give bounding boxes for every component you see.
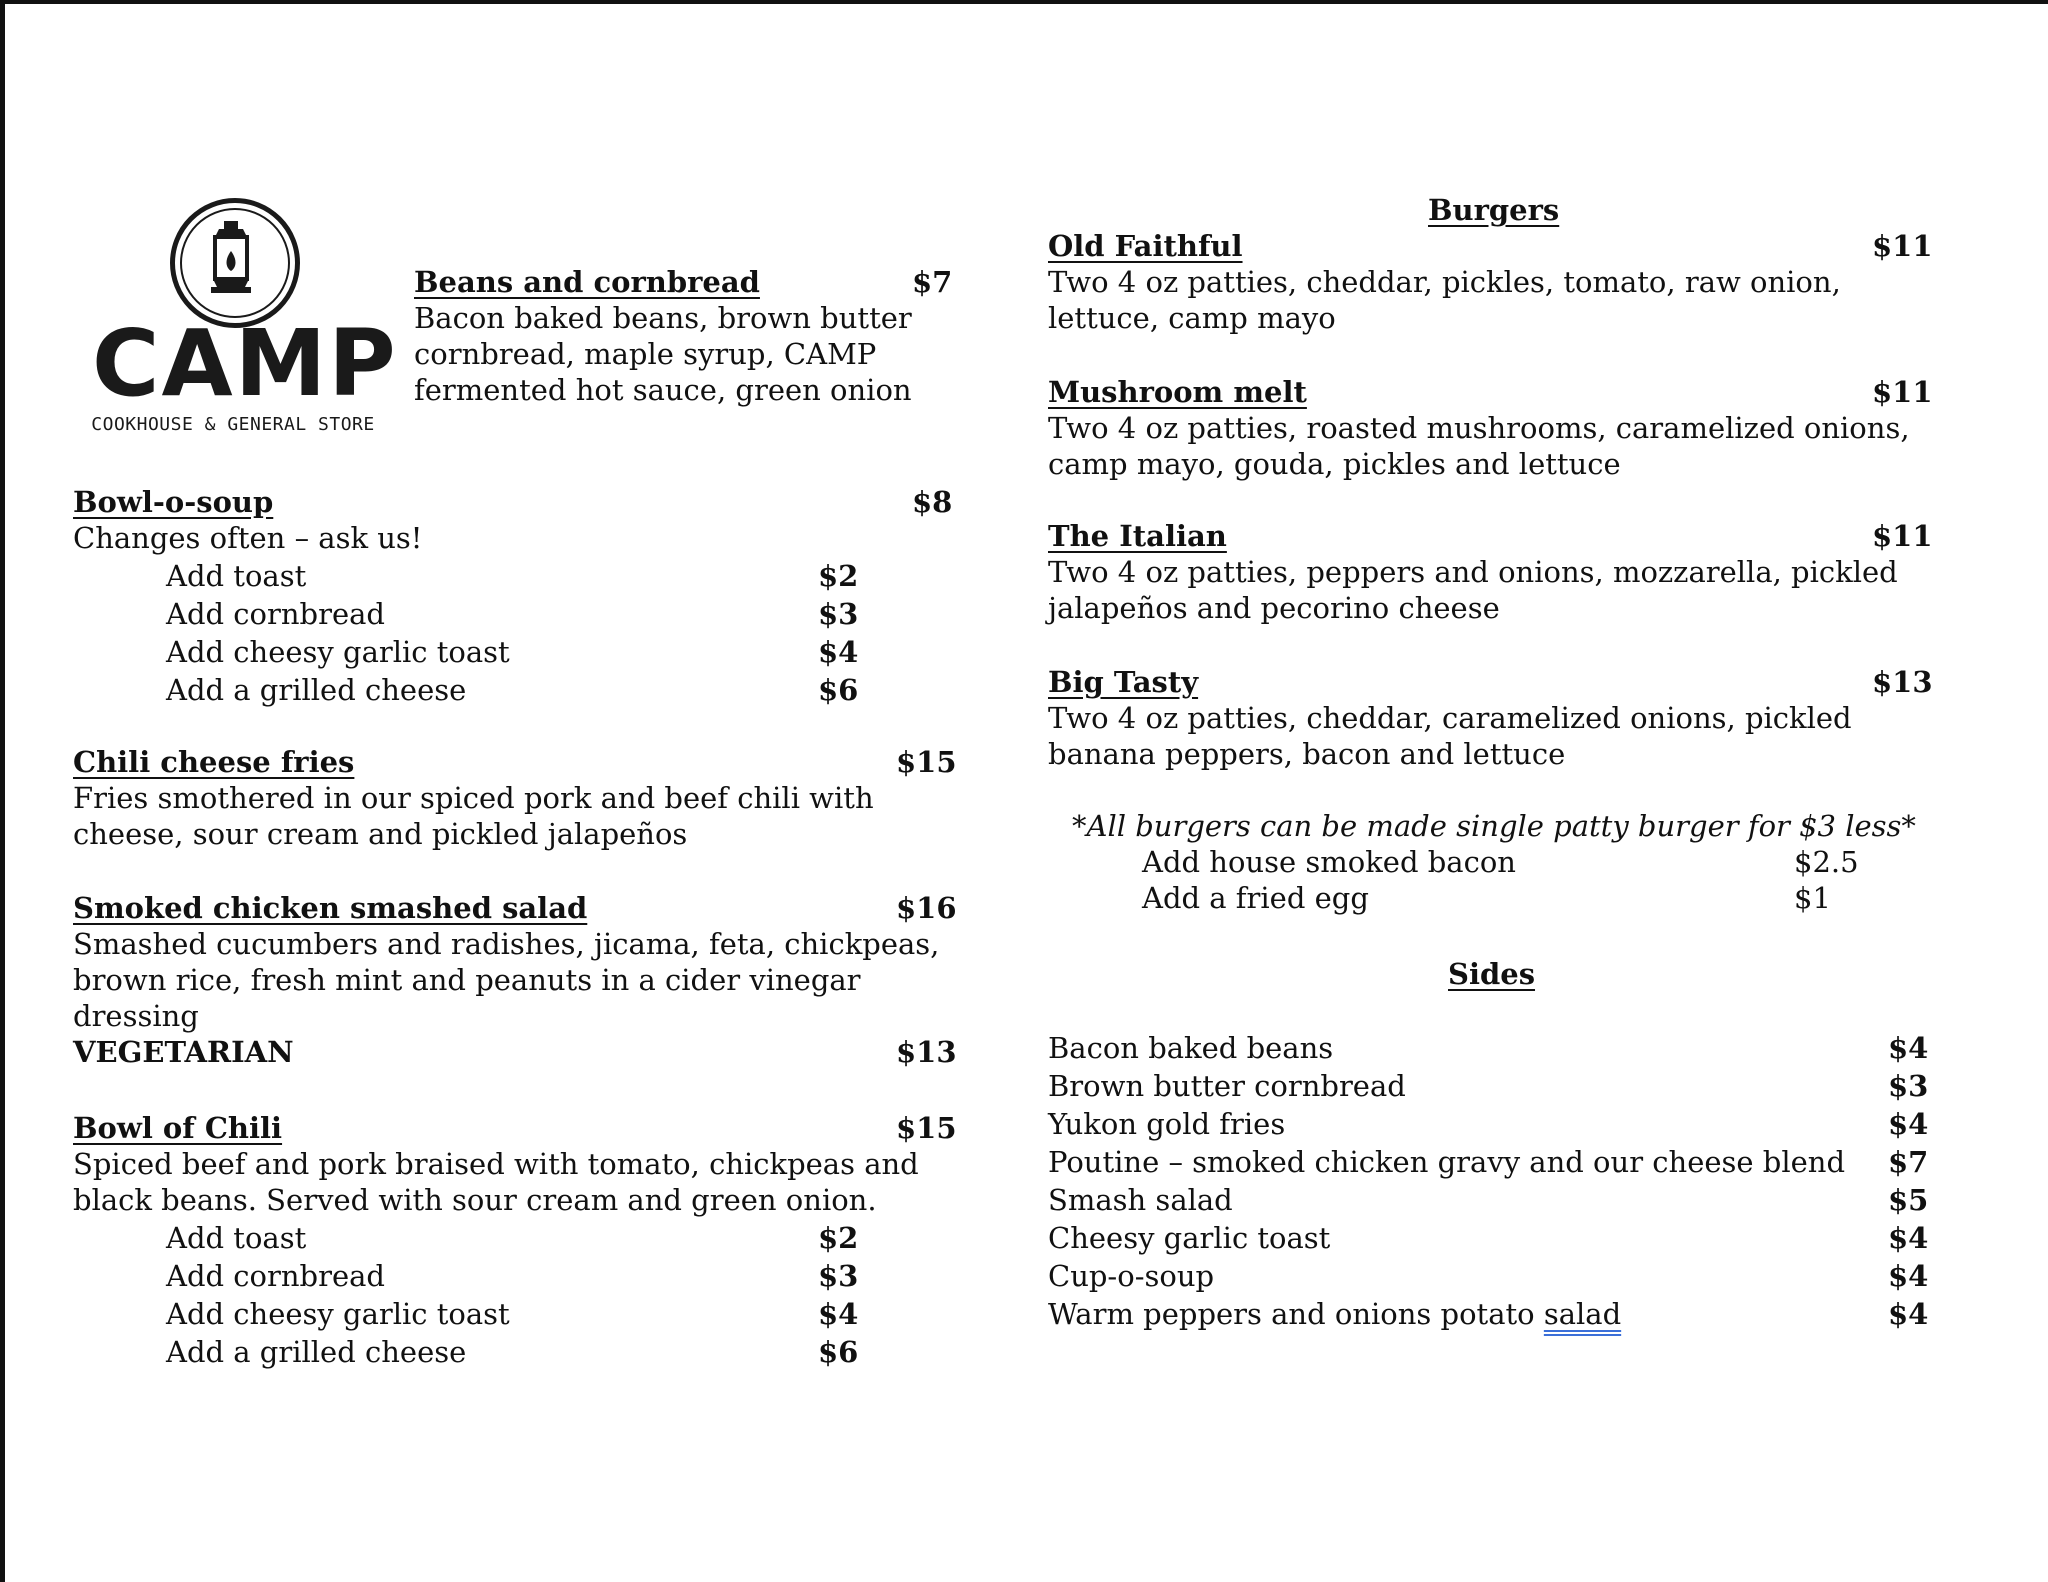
section-heading-burgers: Burgers	[1428, 193, 1560, 227]
item-price-beans: $7	[912, 265, 953, 299]
page-border-left	[0, 0, 5, 1582]
logo-wordmark: CAMP	[92, 310, 398, 417]
item-name-salad: Smoked chicken smashed salad	[73, 891, 588, 925]
lantern-icon	[175, 203, 295, 323]
burger-name: Big Tasty	[1048, 665, 1199, 699]
burger-price: $11	[1872, 375, 1933, 409]
item-price-salad: $16	[896, 891, 957, 925]
side-price: $4	[1888, 1221, 1929, 1255]
burger-addon-label: Add house smoked bacon	[1142, 845, 1516, 879]
item-desc-line: cheese, sour cream and pickled jalapeños	[73, 817, 688, 851]
item-desc-line: fermented hot sauce, green onion	[414, 373, 912, 407]
addon-label: Add a grilled cheese	[166, 1335, 467, 1369]
item-price-soup: $8	[912, 485, 953, 519]
item-desc-line: Spiced beef and pork braised with tomato, chickpeas and	[73, 1147, 919, 1181]
side-label	[1048, 1296, 1621, 1332]
side-price: $3	[1888, 1069, 1929, 1103]
addon-label: Add cornbread	[166, 1259, 385, 1293]
addon-label: Add a grilled cheese	[166, 673, 467, 707]
addon-price: $4	[818, 635, 859, 669]
burger-desc-line: Two 4 oz patties, peppers and onions, mozzarella, pickled	[1048, 555, 1898, 589]
addon-price: $3	[818, 597, 859, 631]
addon-price: $6	[818, 1335, 859, 1369]
addon-price: $2	[818, 559, 859, 593]
burger-desc-line: jalapeños and pecorino cheese	[1048, 591, 1500, 625]
side-price: $5	[1888, 1183, 1929, 1217]
burger-name: Mushroom melt	[1048, 375, 1307, 409]
item-name-chili: Bowl of Chili	[73, 1111, 283, 1145]
side-label-text: Warm peppers and onions potato	[1048, 1297, 1544, 1331]
item-desc-line: Fries smothered in our spiced pork and beef chili with	[73, 781, 874, 815]
vegetarian-price: $13	[896, 1035, 957, 1069]
burger-name: The Italian	[1048, 519, 1227, 553]
addon-label: Add toast	[166, 559, 307, 593]
side-price: $4	[1888, 1259, 1929, 1293]
side-label: Smash salad	[1048, 1183, 1233, 1217]
item-desc-line: black beans. Served with sour cream and green onion.	[73, 1183, 877, 1217]
side-price: $4	[1888, 1107, 1929, 1141]
addon-price: $2	[818, 1221, 859, 1255]
side-label: Yukon gold fries	[1048, 1107, 1286, 1141]
burger-note: *All burgers can be made single patty burger for $3 less*	[1072, 809, 1916, 843]
addon-label: Add toast	[166, 1221, 307, 1255]
item-name-chili-fries: Chili cheese fries	[73, 745, 355, 779]
item-price-chili: $15	[896, 1111, 957, 1145]
burger-addon-price: $2.5	[1794, 845, 1859, 879]
item-desc-line: Bacon baked beans, brown butter	[414, 301, 912, 335]
side-label: Bacon baked beans	[1048, 1031, 1334, 1065]
burger-desc-line: Two 4 oz patties, cheddar, pickles, tomato, raw onion,	[1048, 265, 1841, 299]
addon-price: $3	[818, 1259, 859, 1293]
addon-price: $6	[818, 673, 859, 707]
burger-addon-label: Add a fried egg	[1142, 881, 1369, 915]
burger-name: Old Faithful	[1048, 229, 1243, 263]
side-label: Poutine – smoked chicken gravy and our cheese blend	[1048, 1145, 1846, 1179]
logo-subtitle: COOKHOUSE & GENERAL STORE	[91, 414, 375, 435]
spellcheck-flagged-word: salad	[1543, 1297, 1622, 1331]
logo-badge	[170, 198, 300, 328]
vegetarian-label: VEGETARIAN	[73, 1035, 294, 1069]
burger-desc-line: Two 4 oz patties, roasted mushrooms, caramelized onions,	[1048, 411, 1910, 445]
page-border-top	[0, 0, 2048, 4]
side-label: Cheesy garlic toast	[1048, 1221, 1331, 1255]
side-label: Brown butter cornbread	[1048, 1069, 1406, 1103]
item-desc-line: Smashed cucumbers and radishes, jicama, feta, chickpeas,	[73, 927, 940, 961]
burger-addon-price: $1	[1794, 881, 1831, 915]
section-heading-sides: Sides	[1448, 957, 1536, 991]
side-price: $7	[1888, 1145, 1929, 1179]
item-desc-line: brown rice, fresh mint and peanuts in a cider vinegar	[73, 963, 861, 997]
item-name-beans: Beans and cornbread	[414, 265, 760, 299]
item-price-chili-fries: $15	[896, 745, 957, 779]
side-price: $4	[1888, 1031, 1929, 1065]
burger-price: $13	[1872, 665, 1933, 699]
addon-label: Add cheesy garlic toast	[166, 635, 510, 669]
burger-desc-line: Two 4 oz patties, cheddar, caramelized onions, pickled	[1048, 701, 1852, 735]
burger-price: $11	[1872, 229, 1933, 263]
side-label: Cup-o-soup	[1048, 1259, 1215, 1293]
burger-desc-line: banana peppers, bacon and lettuce	[1048, 737, 1566, 771]
addon-label: Add cheesy garlic toast	[166, 1297, 510, 1331]
side-price: $4	[1888, 1297, 1929, 1331]
item-desc-line: dressing	[73, 999, 199, 1033]
burger-price: $11	[1872, 519, 1933, 553]
item-name-soup: Bowl-o-soup	[73, 485, 274, 519]
item-desc: Changes often – ask us!	[73, 521, 423, 555]
camp-logo	[78, 198, 398, 438]
addon-price: $4	[818, 1297, 859, 1331]
addon-label: Add cornbread	[166, 597, 385, 631]
item-desc-line: cornbread, maple syrup, CAMP	[414, 337, 877, 371]
burger-desc-line: lettuce, camp mayo	[1048, 301, 1336, 335]
burger-desc-line: camp mayo, gouda, pickles and lettuce	[1048, 447, 1621, 481]
